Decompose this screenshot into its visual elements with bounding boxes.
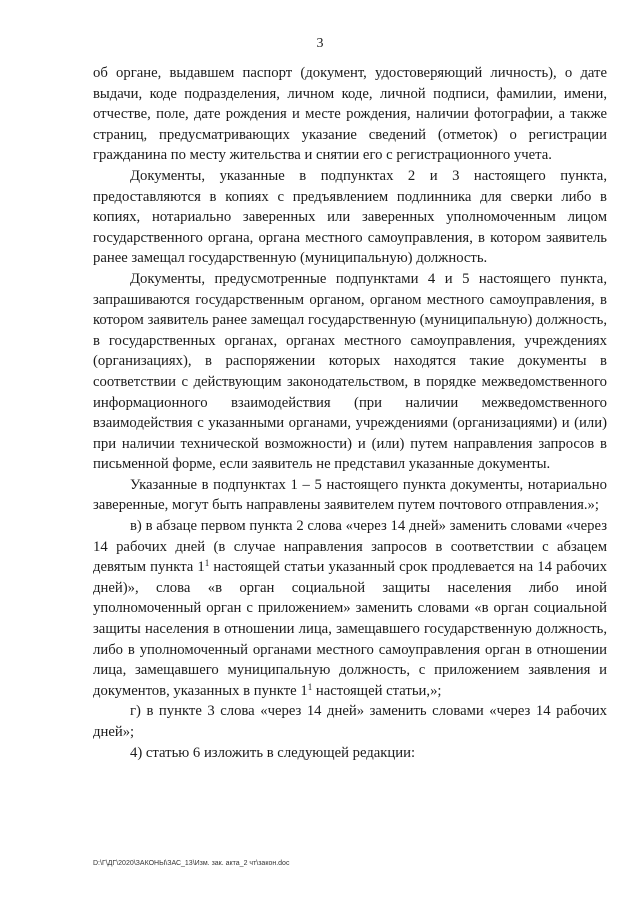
paragraph-interagency-requests: Документы, предусмотренные подпунктами 4 и 5 настоящего пункта, запрашиваются государственным органом, органом местного самоуправления, в котором заявитель ранее замещал государственную (муниципальную) должность, в государственных органах, органах местного самоуправления, учреждениях (организациях), в распоряжении которых находятся такие документы в соответствии с действующим законодательством, в порядке межведомственного информационного взаимодействия (при наличии межведомственного взаимодействия с указанными органами, учреждениями (организациями) и (или) при наличии технической возможности) и (или) путем направления запросов в письменной форме, если заявитель не представил указанные документы.	[93, 270, 607, 473]
paragraph-amendment-v	[93, 516, 607, 701]
paragraph-passport-details: об органе, выдавшем паспорт (документ, удостоверяющий личность), о дате выдачи, коде подразделения, личном коде, личной подписи, фамилии, имени, отчестве, поле, дате рождения и месте рождения, наличии фотографии, а также страниц, предусматривающих указание сведений (отметок) о регистрации гражданина по месту жительства и снятии его с регистрационного учета.	[93, 65, 607, 164]
superscript-1: 1	[204, 558, 210, 569]
paragraph-article-6: 4) статью 6 изложить в следующей редакции:	[130, 744, 416, 761]
amendment-v-text-1: в) в абзаце первом пункта 2 слова «через 14 дней» заменить словами «через 14 рабочих дней (в случае направления запросов в соответствии с абзацем девятым пункта 1	[93, 518, 607, 576]
paragraph-document-copies: Документы, указанные в подпунктах 2 и 3 настоящего пункта, предоставляются в копиях с предъявлением подлинника для сверки либо в копиях, нотариально заверенных или заверенных уполномоченным лицом государственного органа, органа местного самоуправления, в котором заявитель ранее замещал государственную (муниципальную) должность.	[93, 167, 607, 267]
footer-file-path: D:\Г\ДГ\2020\ЗАКОНЫ\ЗАС_13\Изм. зак. акта_2 чт\закон.doc	[93, 860, 290, 867]
paragraph-postal-submission: Указанные в подпунктах 1 – 5 настоящего пункта документы, нотариально заверенные, могут быть направлены заявителем путем почтового отправления.»;	[93, 476, 607, 514]
amendment-v-text-3: настоящей статьи,»;	[312, 682, 442, 699]
document-body	[93, 63, 607, 763]
amendment-v-text-2: настоящей статьи указанный срок продлевается на 14 рабочих дней)», слова «в орган социальной защиты населения либо иной уполномоченный орган с приложением» заменить словами «в орган социальной защиты населения в отношении лица, замещавшего государственную должность, либо в уполномоченный органами местного самоуправления орган в отношении лица, замещавшего муниципальную должность, с приложением заявления и документов, указанных в пункте 1	[93, 559, 607, 699]
superscript-2: 1	[307, 681, 313, 692]
paragraph-amendment-g: г) в пункте 3 слова «через 14 дней» заменить словами «через 14 рабочих дней»;	[93, 703, 607, 740]
page-number: 3	[316, 36, 324, 51]
